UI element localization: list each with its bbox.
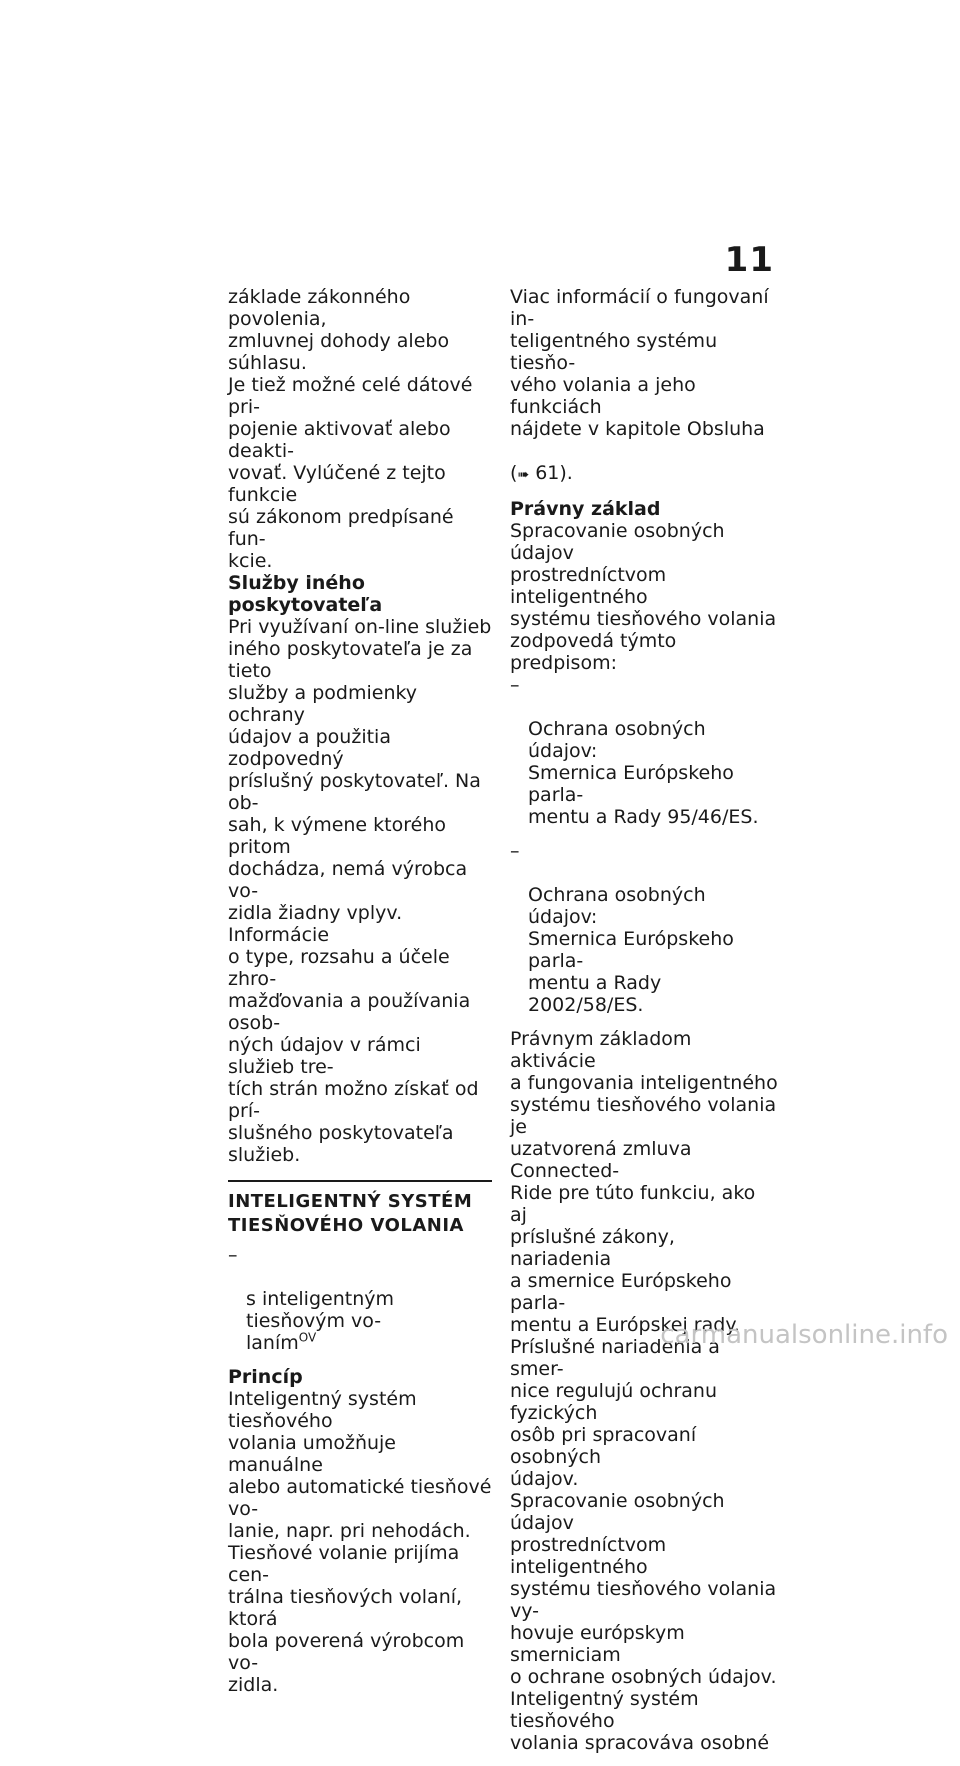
intro-paragraph: základe zákonného povolenia, zmluvnej dohody alebo súhlasu. Je tiež možné celé dátové pri- pojenie aktivovať alebo deakti- vovať. Vylúčené z tejto funkcie sú zákonom predpísané fun- kcie. — [228, 286, 473, 572]
list-text: Ochrana osobných údajov: Smernica Európskeho parla- mentu a Rady 2002/58/ES. — [528, 884, 734, 1016]
list-item — [510, 674, 778, 828]
ref-page: 61). — [529, 462, 573, 484]
right-column — [510, 286, 778, 1766]
option-dash: – — [228, 1244, 238, 1266]
list-dash: – — [510, 840, 520, 862]
ref-open: ( — [510, 462, 518, 484]
services-paragraph: Pri využívaní on-line služieb iného poskytovateľa je za tieto služby a podmienky ochrany údajov a použitia zodpovedný príslušný poskytovateľ. Na ob- sah, k výmene ktorého pritom dochádza, nemá výrobca vo- zidla žiadny vplyv. Informácie o type, rozsahu a účele zhro- mažďovania a používania osob- ných údajov v rámci služieb tre- tích strán možno získať od prí- slušného poskytovateľa služieb. — [228, 616, 492, 1166]
principle-paragraph: Inteligentný systém tiesňového volania umožňuje manuálne alebo automatické tiesňové vo- lanie, napr. pri nehodách. Tiesňové volanie prijíma cen- trálna tiesňových volaní, ktorá bola poverená výrobcom vo- zidla. — [228, 1388, 492, 1696]
section-title-line-2: TIESŇOVÉHO VOLANIA — [228, 1215, 464, 1236]
page-number: 11 — [724, 240, 774, 280]
option-text: s inteligentným tiesňovým vo- laním — [246, 1288, 394, 1354]
list-text: Ochrana osobných údajov: Smernica Európskeho parla- mentu a Rady 95/46/ES. — [528, 718, 759, 828]
list-item — [510, 840, 778, 1016]
section-divider — [228, 1180, 492, 1182]
arrow-icon: ➠ — [517, 467, 530, 483]
section-title — [228, 1190, 492, 1238]
more-info-paragraph: Viac informácií o fungovaní in- teligentného systému tiesňo- vého volania a jeho funkciách nájdete v kapitole Obsluha — [510, 286, 769, 440]
left-column — [228, 286, 492, 1708]
section-title-line-1: INTELIGENTNÝ SYSTÉM — [228, 1191, 473, 1212]
list-dash: – — [510, 674, 520, 696]
legal-paragraph: Spracovanie osobných údajov prostredníctvom inteligentného systému tiesňového volania zodpovedá týmto predpisom: — [510, 520, 777, 674]
principle-heading: Princíp — [228, 1366, 303, 1388]
services-heading: Služby iného poskytovateľa — [228, 572, 383, 616]
option-superscript: OV — [298, 1330, 317, 1345]
legal-basis-paragraph: Právnym základom aktivácie a fungovania inteligentného systému tiesňového volania je uzatvorená zmluva Connected- Ride pre túto funkciu, ako aj príslušné zákony, nariadenia a smernice Európskeho parla- mentu a Európskej rady. Príslušné nariadenia a smer- nice regulujú ochranu fyzických osôb pri spracovaní osobných údajov. Spracovanie osobných údajov prostredníctvom inteligentného systému tiesňového volania vy- hovuje európskym smerniciam o ochrane osobných údajov. Inteligentný systém tiesňového volania spracováva osobné — [510, 1028, 778, 1754]
watermark: carmanualsonline.info — [660, 1320, 948, 1350]
legal-heading: Právny základ — [510, 498, 661, 520]
option-item — [228, 1244, 492, 1354]
page-reference — [510, 440, 778, 486]
